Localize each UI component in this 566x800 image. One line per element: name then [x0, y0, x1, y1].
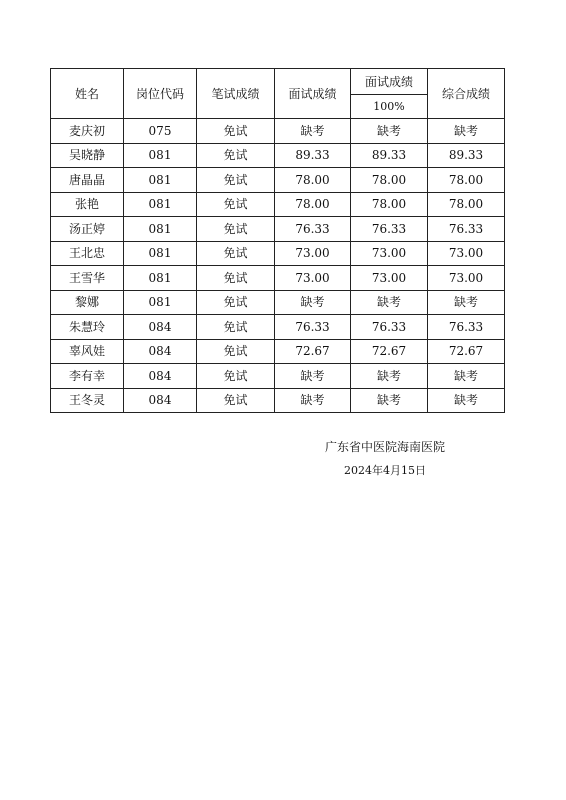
- header-name: 姓名: [51, 69, 124, 119]
- cell-total-score: 缺考: [428, 290, 505, 315]
- cell-written-score: 免试: [197, 143, 275, 168]
- cell-interview-score: 89.33: [275, 143, 351, 168]
- cell-interview-score: 缺考: [275, 119, 351, 144]
- header-written-score: 笔试成绩: [197, 69, 275, 119]
- cell-interview-score: 73.00: [275, 266, 351, 291]
- cell-total-score: 缺考: [428, 364, 505, 389]
- cell-name: 麦庆初: [51, 119, 124, 144]
- cell-name: 黎娜: [51, 290, 124, 315]
- table-row: [51, 364, 505, 389]
- cell-interview-weighted: 72.67: [351, 339, 428, 364]
- table-row: [51, 241, 505, 266]
- cell-written-score: 免试: [197, 119, 275, 144]
- cell-name: 张艳: [51, 192, 124, 217]
- cell-total-score: 缺考: [428, 119, 505, 144]
- cell-interview-score: 缺考: [275, 388, 351, 413]
- cell-total-score: 72.67: [428, 339, 505, 364]
- cell-written-score: 免试: [197, 315, 275, 340]
- cell-name: 李有幸: [51, 364, 124, 389]
- cell-written-score: 免试: [197, 241, 275, 266]
- table-row: [51, 315, 505, 340]
- cell-total-score: 76.33: [428, 315, 505, 340]
- cell-written-score: 免试: [197, 290, 275, 315]
- cell-name: 朱慧玲: [51, 315, 124, 340]
- organization-name: 广东省中医院海南医院: [324, 440, 445, 454]
- cell-post-code: 084: [124, 315, 197, 340]
- table-row: [51, 290, 505, 315]
- cell-written-score: 免试: [197, 364, 275, 389]
- cell-total-score: 73.00: [428, 266, 505, 291]
- cell-total-score: 89.33: [428, 143, 505, 168]
- document-date: 2024年4月15日: [344, 464, 426, 477]
- header-interview-weight: 100%: [351, 95, 428, 119]
- table-row: [51, 388, 505, 413]
- header-interview-weighted: 面试成绩: [351, 69, 428, 95]
- table-row: [51, 339, 505, 364]
- cell-interview-weighted: 缺考: [351, 119, 428, 144]
- cell-interview-score: 73.00: [275, 241, 351, 266]
- cell-interview-weighted: 78.00: [351, 168, 428, 193]
- cell-written-score: 免试: [197, 217, 275, 242]
- cell-interview-score: 76.33: [275, 217, 351, 242]
- cell-interview-weighted: 73.00: [351, 241, 428, 266]
- cell-total-score: 78.00: [428, 168, 505, 193]
- cell-post-code: 081: [124, 241, 197, 266]
- table-body: [51, 119, 505, 413]
- cell-name: 辜风娃: [51, 339, 124, 364]
- cell-written-score: 免试: [197, 168, 275, 193]
- cell-post-code: 075: [124, 119, 197, 144]
- cell-interview-score: 缺考: [275, 290, 351, 315]
- table-row: [51, 266, 505, 291]
- cell-written-score: 免试: [197, 192, 275, 217]
- cell-interview-score: 78.00: [275, 192, 351, 217]
- cell-interview-weighted: 89.33: [351, 143, 428, 168]
- cell-interview-weighted: 76.33: [351, 315, 428, 340]
- cell-total-score: 78.00: [428, 192, 505, 217]
- cell-interview-score: 78.00: [275, 168, 351, 193]
- score-table: [50, 68, 505, 413]
- cell-interview-weighted: 缺考: [351, 364, 428, 389]
- cell-post-code: 084: [124, 364, 197, 389]
- header-row: [51, 69, 505, 95]
- table-row: [51, 217, 505, 242]
- cell-name: 王冬灵: [51, 388, 124, 413]
- cell-interview-weighted: 缺考: [351, 290, 428, 315]
- cell-total-score: 73.00: [428, 241, 505, 266]
- cell-interview-weighted: 78.00: [351, 192, 428, 217]
- cell-post-code: 084: [124, 388, 197, 413]
- cell-name: 吴晓静: [51, 143, 124, 168]
- cell-post-code: 084: [124, 339, 197, 364]
- cell-total-score: 76.33: [428, 217, 505, 242]
- cell-written-score: 免试: [197, 388, 275, 413]
- cell-written-score: 免试: [197, 266, 275, 291]
- cell-post-code: 081: [124, 192, 197, 217]
- table-row: [51, 168, 505, 193]
- cell-post-code: 081: [124, 217, 197, 242]
- cell-post-code: 081: [124, 168, 197, 193]
- cell-written-score: 免试: [197, 339, 275, 364]
- cell-post-code: 081: [124, 143, 197, 168]
- cell-interview-score: 72.67: [275, 339, 351, 364]
- table-row: [51, 143, 505, 168]
- cell-name: 唐晶晶: [51, 168, 124, 193]
- table-header: [51, 69, 505, 119]
- cell-name: 王雪华: [51, 266, 124, 291]
- cell-interview-weighted: 76.33: [351, 217, 428, 242]
- cell-total-score: 缺考: [428, 388, 505, 413]
- table-row: [51, 192, 505, 217]
- cell-interview-weighted: 缺考: [351, 388, 428, 413]
- header-total-score: 综合成绩: [428, 69, 505, 119]
- cell-interview-score: 缺考: [275, 364, 351, 389]
- cell-post-code: 081: [124, 290, 197, 315]
- header-post-code: 岗位代码: [124, 69, 197, 119]
- cell-interview-score: 76.33: [275, 315, 351, 340]
- cell-name: 汤正婷: [51, 217, 124, 242]
- table-row: [51, 119, 505, 144]
- cell-name: 王北忠: [51, 241, 124, 266]
- cell-interview-weighted: 73.00: [351, 266, 428, 291]
- cell-post-code: 081: [124, 266, 197, 291]
- header-interview-score: 面试成绩: [275, 69, 351, 119]
